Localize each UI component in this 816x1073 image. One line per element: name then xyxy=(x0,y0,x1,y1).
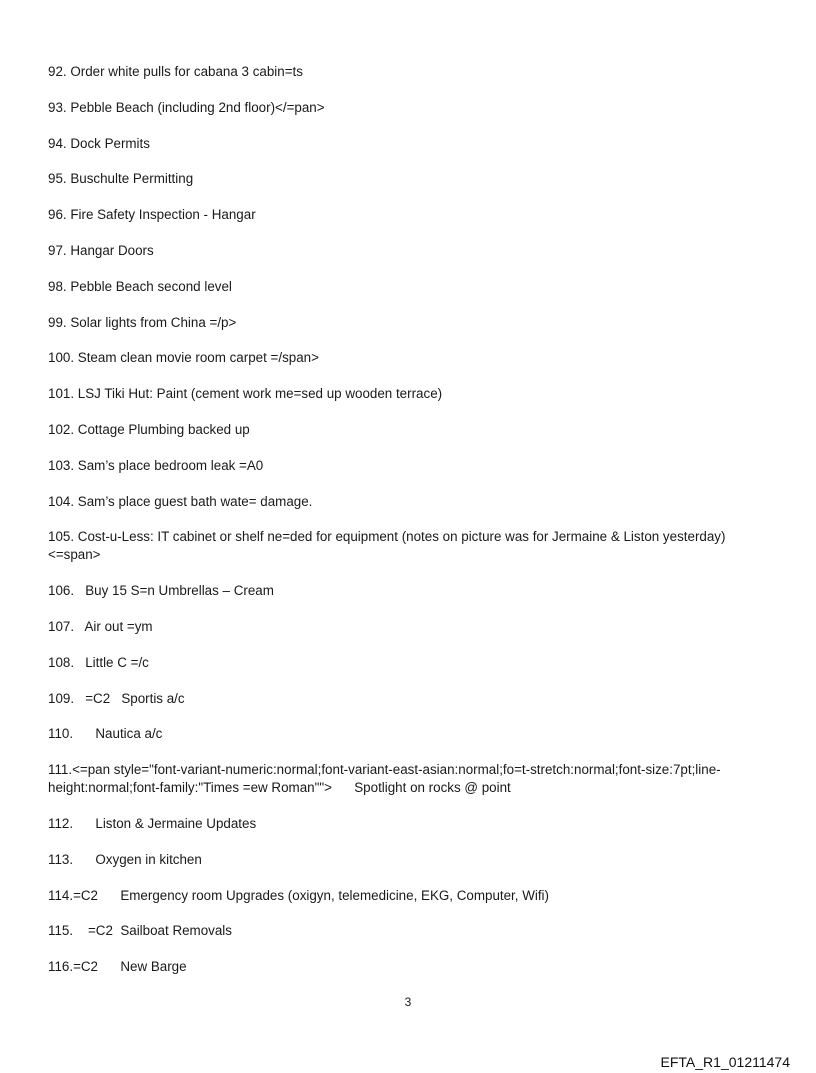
document-id-stamp: EFTA_R1_01211474 xyxy=(660,1054,790,1070)
list-item: 111.<=pan style="font-variant-numeric:normal;font-variant-east-asian:normal;fo=t-stretch:normal;font-size:7pt;line-height:normal;font-family:"Times =ew Roman""> Spotlight on rocks @ point xyxy=(48,762,721,796)
list-item: 101. LSJ Tiki Hut: Paint (cement work me=sed up wooden terrace) xyxy=(48,386,443,402)
list-item: 116.=C2 New Barge xyxy=(48,959,187,975)
list-item: 113. Oxygen in kitchen xyxy=(48,851,202,867)
list-item: 93. Pebble Beach (including 2nd floor)</=pan> xyxy=(48,99,325,115)
list-item: 102. Cottage Plumbing backed up xyxy=(48,421,250,437)
page-number: 3 xyxy=(404,995,412,1009)
list-item: 107. Air out =ym xyxy=(48,618,153,634)
list-item: 96. Fire Safety Inspection - Hangar xyxy=(48,207,256,223)
list-item: 98. Pebble Beach second level xyxy=(48,278,232,294)
list-item: 103. Sam’s place bedroom leak =A0 xyxy=(48,457,264,473)
list-item: 112. Liston & Jermaine Updates xyxy=(48,815,257,831)
list-item: 115. =C2 Sailboat Removals xyxy=(48,923,232,939)
list-item: 104. Sam’s place guest bath wate= damage. xyxy=(48,493,313,509)
list-item: 105. Cost-u-Less: IT cabinet or shelf ne=ded for equipment (notes on picture was for Jermaine & Liston yesterday) <=span> xyxy=(48,529,730,563)
list-item: 110. Nautica a/c xyxy=(48,726,163,742)
list-item: 99. Solar lights from China =/p> xyxy=(48,314,237,330)
list-item: 106. Buy 15 S=n Umbrellas – Cream xyxy=(48,583,274,599)
list-item: 109. =C2 Sportis a/c xyxy=(48,690,185,706)
list-item: 108. Little C =/c xyxy=(48,654,149,670)
numbered-task-list xyxy=(48,63,768,994)
list-item: 95. Buschulte Permitting xyxy=(48,171,194,187)
list-item: 97. Hangar Doors xyxy=(48,242,154,258)
list-item: 92. Order white pulls for cabana 3 cabin=ts xyxy=(48,64,303,79)
list-item: 114.=C2 Emergency room Upgrades (oxigyn, telemedicine, EKG, Computer, Wifi) xyxy=(48,887,549,903)
list-item: 94. Dock Permits xyxy=(48,135,150,151)
list-item: 100. Steam clean movie room carpet =/span> xyxy=(48,350,319,366)
